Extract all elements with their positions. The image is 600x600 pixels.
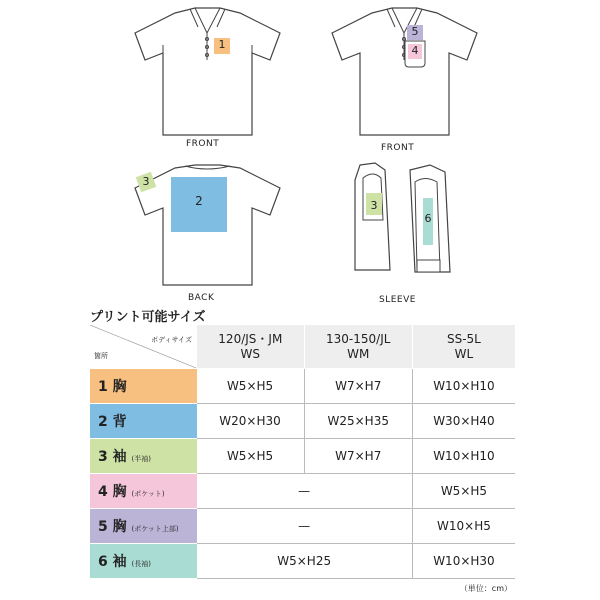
marker-3-sleeve: 3 [370,199,378,212]
cell: — [197,474,413,509]
row-label-pocket: 4 胸 (ポケット) [90,474,197,509]
table-row [90,369,515,404]
cell: W20×H30 [197,404,305,439]
cell: W25×H35 [304,404,412,439]
shirt-front-pocket-view [327,5,482,140]
view-label-front-2: FRONT [381,143,415,153]
cell: W10×H10 [412,439,515,474]
col-header-wl: SS-5L WL [412,325,515,369]
view-label-back: BACK [188,293,215,303]
row-label-chest: 1 胸 [90,369,197,404]
marker-5: 5 [411,25,419,38]
table-row [90,404,515,439]
row-label-long-sleeve: 6 袖 (長袖) [90,544,197,579]
marker-1: 1 [218,38,226,51]
col-header-wm: 130-150/JL WM [304,325,412,369]
marker-3-back: 3 [142,175,150,188]
corner-body-size: ボディサイズ [151,336,192,344]
print-size-title: プリント可能サイズ [90,310,206,325]
cell: — [197,509,413,544]
table-row [90,439,515,474]
table-row [90,544,515,579]
row-label-above-pocket: 5 胸 (ポケット上部) [90,509,197,544]
marker-4: 4 [411,44,419,57]
cell: W10×H5 [412,509,515,544]
cell: W5×H25 [197,544,413,579]
shirt-front-view [130,5,285,140]
shirt-sleeve-view [345,160,465,290]
cell: W10×H30 [412,544,515,579]
cell: W30×H40 [412,404,515,439]
marker-2: 2 [195,194,203,208]
col-header-ws: 120/JS・JM WS [197,325,305,369]
table-row [90,474,515,509]
cell: W5×H5 [197,439,305,474]
corner-location: 箇所 [94,352,108,360]
marker-6: 6 [424,212,432,225]
table-corner [90,325,197,369]
row-label-back: 2 背 [90,404,197,439]
cell: W5×H5 [412,474,515,509]
print-size-table [90,325,515,579]
view-label-sleeve: SLEEVE [379,295,416,305]
cell: W10×H10 [412,369,515,404]
table-row [90,509,515,544]
view-label-front: FRONT [186,139,220,149]
unit-note: （単位：cm） [459,584,512,593]
cell: W7×H7 [304,369,412,404]
row-label-short-sleeve: 3 袖 (半袖) [90,439,197,474]
cell: W5×H5 [197,369,305,404]
cell: W7×H7 [304,439,412,474]
